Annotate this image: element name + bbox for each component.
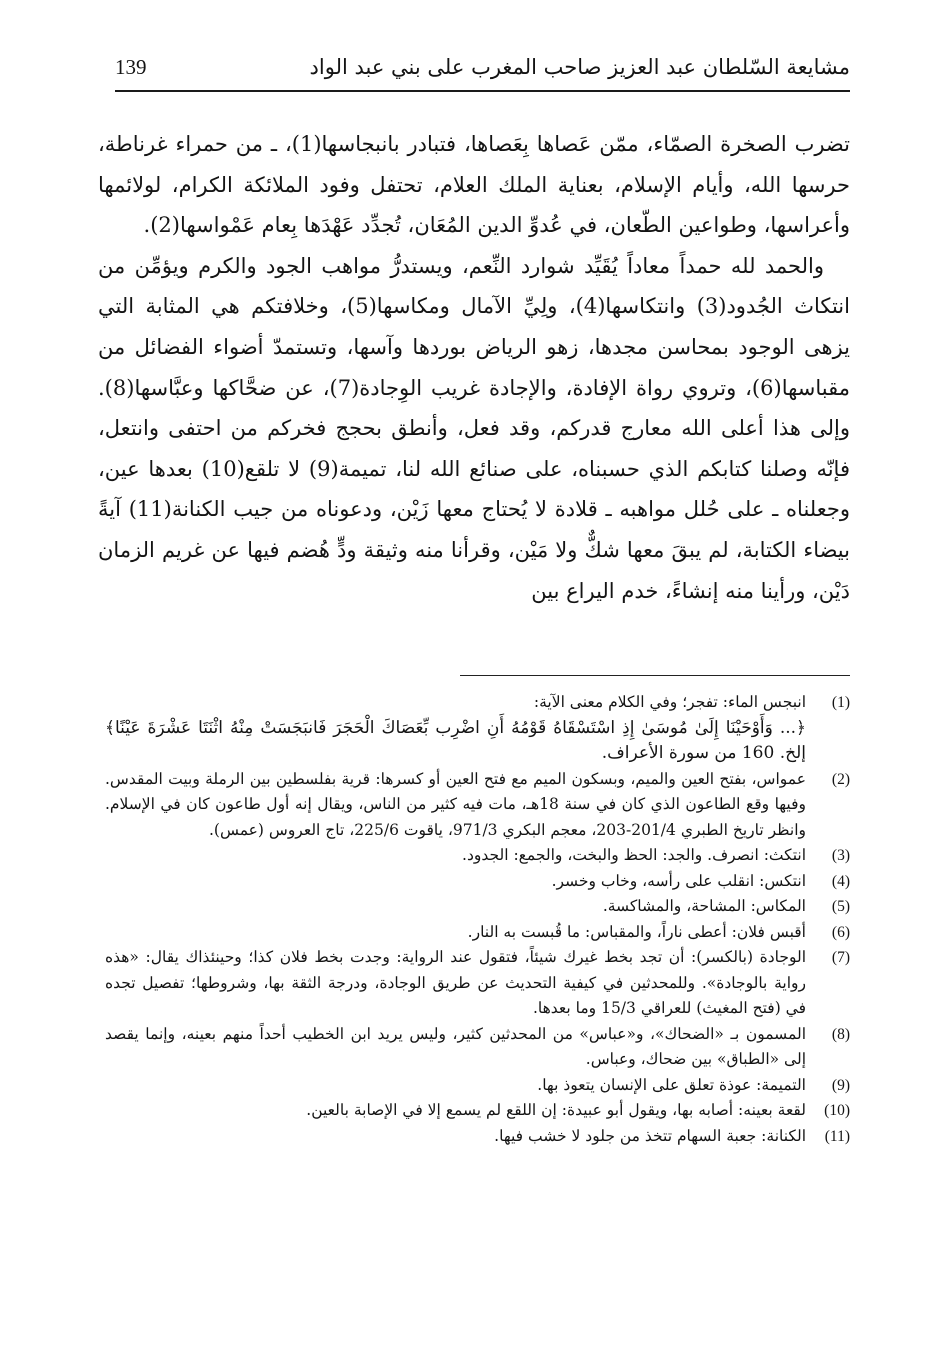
footnote <box>105 1124 850 1150</box>
footnote <box>105 869 850 895</box>
footnote-number: (11) <box>824 1127 850 1145</box>
footnote-text: عمواس، بفتح العين والميم، وبسكون الميم مع فتح العين أو كسرها: قرية بفلسطين بين الرملة وبيت المقدس. وفيها وقع الطاعون الذي كان في سنة 18هـ، مات فيه كثير من الناس، ويقال إنه أول طاعون كان في الإسلام. وانظر تاريخ الطبري 201/4-203، معجم البكري 971/3، ياقوت 225/6، تاج العروس (عمس). <box>105 769 807 839</box>
footnote-text: لقعة بعينه: أصابه بها، ويقول أبو عبيدة: إن اللقع لم يسمع إلا في الإصابة بالعين. <box>306 1101 806 1119</box>
footnote-number: (4) <box>831 872 850 890</box>
footnote <box>105 1073 850 1099</box>
footnote <box>105 945 850 1022</box>
footnotes <box>105 690 850 1149</box>
footnote-text: انتكس: انقلب على رأسه، وخاب وخسر. <box>551 871 806 890</box>
footnote-number: (3) <box>831 847 850 864</box>
footnote <box>105 1098 850 1124</box>
footnote <box>105 1022 850 1073</box>
footnote <box>105 716 850 767</box>
footnote-number: (9) <box>831 1076 850 1094</box>
footnote <box>105 690 850 716</box>
footnote <box>105 894 850 920</box>
footnote <box>105 920 850 946</box>
footnote-text: انبجس الماء: تفجر؛ وفي الكلام معنى الآية: <box>533 693 806 711</box>
footnote-number: (6) <box>831 923 850 941</box>
footnote <box>105 767 850 844</box>
footnote-number: (8) <box>831 1025 850 1043</box>
footnote-text: المكاس: المشاحة، والمشاكسة. <box>602 897 806 915</box>
paragraph: تضرب الصخرة الصمّاء، ممّن عَصاها بِعَصاها، فتبادر بانبجاسها(1)، ـ من حمراء غرناطة، حرسها الله، وأيام الإسلام، بعناية الملك العلام، تحتفل وفود الملائكة الكرام، لولائمها وأعراسها، وطواعين الطّعان، في عُدوِّ الدين المُعَان، تُجدِّد عَهْدَها بِعام عَمْواسها(2). <box>98 132 850 238</box>
quran-verse: ﴿... وَأَوْحَيْنَا إِلَىٰ مُوسَىٰ إِذِ اسْتَسْقَاهُ قَوْمُهُ أَنِ اضْرِب بِّعَصَاكَ الْحَجَرَ فَانبَجَسَتْ مِنْهُ اثْنَتَا عَشْرَةَ عَيْنًا﴾ إلخ. 160 من سورة الأعراف. <box>105 717 806 763</box>
footnote-text: أقبس فلان: أعطى ناراً، والمقباس: ما قُبست به النار. <box>467 922 806 941</box>
footnote-text: الوجادة (بالكسر): أن تجد بخط غيرك شيئاً، فتقول عند الرواية: وجدت بخط فلان كذا؛ وحينئذاك يقال: «هذه رواية بالوجادة». وللمحدثين في كيفية التحديث عن طريق الوجادة، ودرجة الثقة بها، وشروطها؛ تفصيل تجده في (فتح المغيث) للعراقي 15/3 وما بعدها. <box>105 948 806 1017</box>
footnote-number: (2) <box>831 770 850 788</box>
running-head-title: مشايعة السّلطان عبد العزيز صاحب المغرب على بني عبد الواد <box>309 55 850 79</box>
footnote-text: المسمون بـ «الضحاك»، و«عباس» من المحدثين كثير، وليس يريد ابن الخطيب أحداً منهم بعينه، وإنما يقصد إلى «الطباق» بين ضحاك، وعباس. <box>105 1024 806 1068</box>
header-rule <box>115 90 850 92</box>
footnote-number: (1) <box>831 694 850 711</box>
footnote-separator <box>460 675 850 676</box>
footnote-number: (10) <box>824 1102 850 1119</box>
footnote-number: (7) <box>831 949 850 966</box>
footnote <box>105 843 850 869</box>
paragraph: والحمد لله حمداً معاداً يُقَيِّد شوارد النِّعم، ويستدرُّ مواهب الجود والكرم ويؤمِّن من انتكاث الجُدود(3) وانتكاسها(4)، ولِيِّ الآمال ومكاسها(5)، وخلافتكم هي المثابة التي يزهى الوجود بمحاسن مجدها، زهو الرياض بوردها وآسها، وتستمدّ أضواء الفضائل من مقباسها(6)، وتروي رواة الإفادة، والإجادة غريب الوِجادة(7)، عن ضحَّاكها وعبَّاسها(8). وإلى هذا أعلى الله معارج قدركم، وقد فعل، وأنطق بحجج فخركم من احتفى وانتعل، فإنّه وصلنا كتابكم الذي حسبناه، على صنائع الله لنا، تميمة(9) لا تلقع(10) بعدها عين، وجعلناه ـ على حُلل مواهبه ـ قلادة لا يُحتاج معها زَيْن، ودعوناه من جيب الكنانة(11) آيةً بيضاء الكتابة، لم يبقَ معها شكٌّ ولا مَيْن، وقرأنا منه وثيقة ودٍّ هُضم فيها عن غريم الزمان دَيْن، ورأينا منه إنشاءً، خدم اليراع بين <box>98 253 851 603</box>
main-text <box>98 124 850 611</box>
footnote-text: انتكث: انصرف. والجد: الحظ والبخت، والجمع: الجدود. <box>462 846 806 864</box>
running-head <box>115 50 850 90</box>
footnote-text: التميمة: عوذة تعلق على الإنسان يتعوذ بها. <box>537 1075 806 1094</box>
page-number: 139 <box>115 55 147 79</box>
footnote-number: (5) <box>831 898 850 915</box>
footnote-text: الكنانة: جعبة السهام تتخذ من جلود لا خشب فيها. <box>494 1126 806 1145</box>
